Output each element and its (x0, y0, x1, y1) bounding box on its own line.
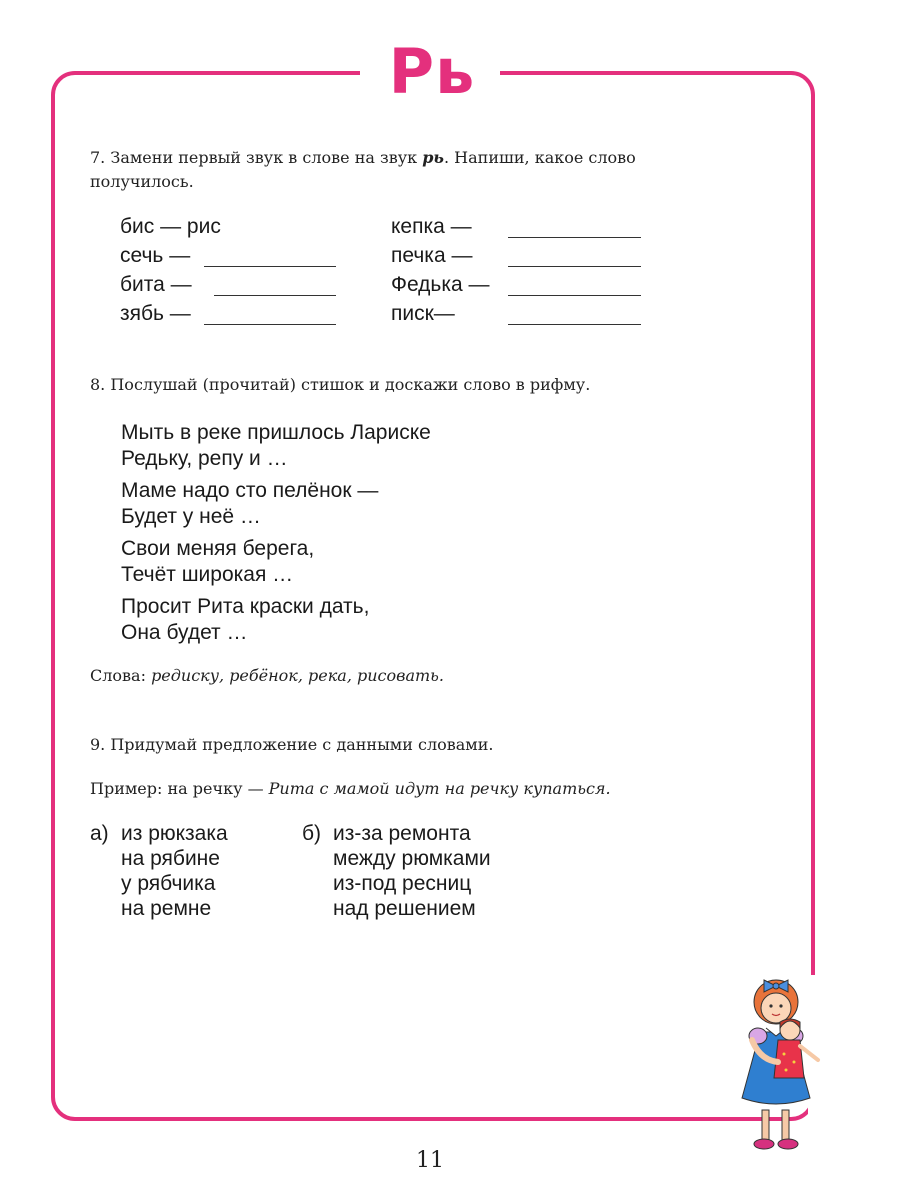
task9-instruction: 9. Придумай предложение с данными словами. (90, 735, 494, 754)
task9-example-text: Рита с мамой идут на речку купаться. (268, 779, 611, 798)
answer-blank[interactable] (204, 266, 336, 267)
group-a-phrase: из рюкзака (121, 822, 228, 845)
poem-line: Просит Рита краски дать, (121, 595, 370, 618)
girl-with-doll-icon (734, 970, 826, 1160)
page-number: 11 (416, 1148, 444, 1173)
task7-left-word-1: бис — рис (120, 215, 221, 238)
poem-line: Будет у неё … (121, 505, 261, 528)
group-b-phrase: между рюмками (333, 847, 491, 870)
group-a-phrase: на ремне (121, 897, 212, 920)
task8-instruction: 8. Послушай (прочитай) стишок и доскажи слово в рифму. (90, 375, 591, 394)
task7-right-word-3: Федька — (391, 273, 490, 296)
task7-right-word-2: печка — (391, 244, 473, 267)
task7-text-end: . Напиши, какое слово получилось. (90, 148, 636, 191)
answer-blank[interactable] (508, 295, 641, 296)
poem-line: Редьку, репу и … (121, 447, 288, 470)
group-b-phrase: из-под ресниц (333, 872, 472, 895)
page-title: Рь (388, 35, 476, 108)
answer-blank[interactable] (508, 237, 641, 238)
poem-line: Маме надо сто пелёнок — (121, 479, 379, 502)
group-a-label: а) (90, 822, 109, 845)
poem-line: Свои меняя берега, (121, 537, 315, 560)
poem-line: Она будет … (121, 621, 248, 644)
group-b-label: б) (302, 822, 322, 845)
task9-example-label: Пример: на речку — (90, 779, 269, 798)
task7-right-word-4: писк— (391, 302, 455, 325)
group-a-phrase: на рябине (121, 847, 220, 870)
task7-left-word-2: сечь — (120, 244, 191, 267)
task8-words-label: Слова: (90, 666, 152, 685)
task7-instruction (90, 146, 710, 194)
group-a-phrase: у рябчика (121, 872, 216, 895)
task7-right-word-1: кепка — (391, 215, 472, 238)
poem-line: Мыть в реке пришлось Лариске (121, 421, 431, 444)
group-b-phrase: из-за ремонта (333, 822, 471, 845)
task8-words-list: редиску, ребёнок, река, рисовать. (151, 666, 444, 685)
answer-blank[interactable] (508, 324, 641, 325)
poem-line: Течёт широкая … (121, 563, 294, 586)
answer-blank[interactable] (508, 266, 641, 267)
answer-blank[interactable] (204, 324, 336, 325)
task7-text-start: 7. Замени первый звук в слове на звук (90, 148, 423, 167)
answer-blank[interactable] (214, 295, 336, 296)
task7-left-word-3: бита — (120, 273, 192, 296)
task7-left-word-4: зябь — (120, 302, 191, 325)
task8-words (90, 664, 730, 688)
task9-example (90, 777, 750, 801)
task7-sound: рь (422, 148, 444, 167)
group-b-phrase: над решением (333, 897, 476, 920)
